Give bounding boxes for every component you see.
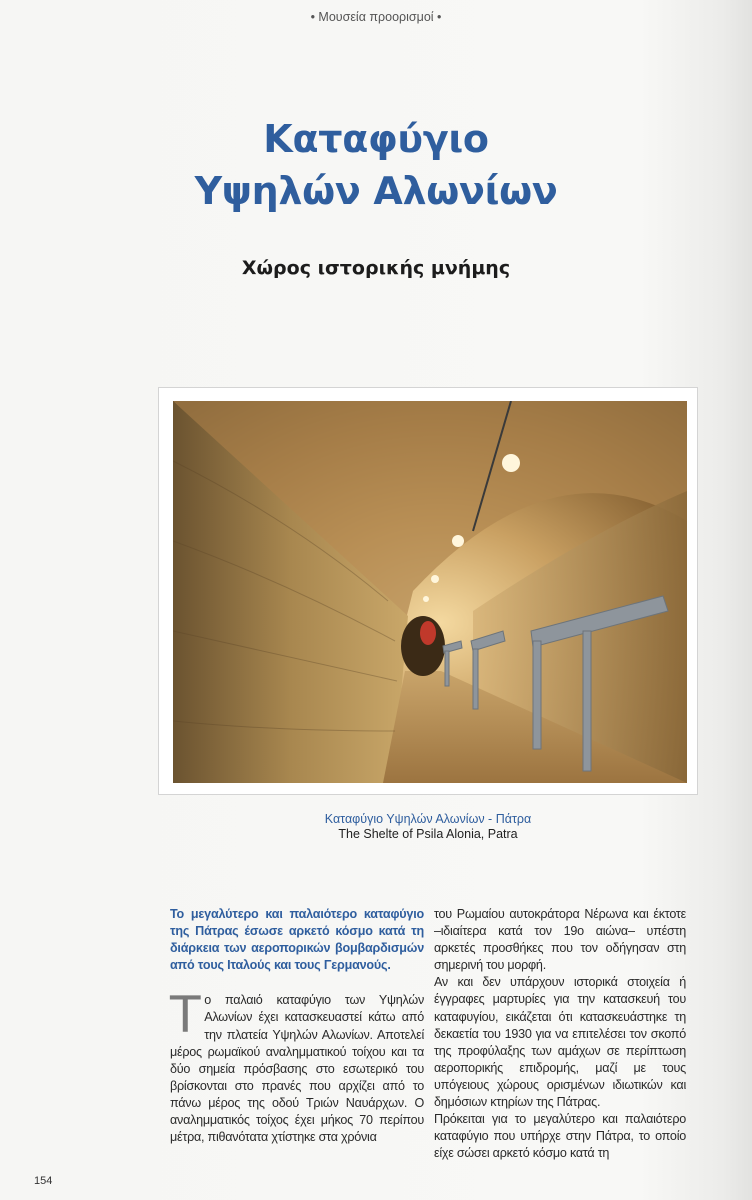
page-subtitle: Χώρος ιστορικής μνήμης [241, 257, 511, 279]
tunnel-photo [173, 401, 687, 783]
article-column-left [170, 906, 424, 1146]
title-line-2: Υψηλών Αλωνίων [194, 169, 558, 213]
article-lead: Το μεγαλύτερο και παλαιότερο καταφύγιο της Πάτρας έσωσε αρκετό κόσμο κατά τη διάρκεια των αεροπορικών βομβαρδισμών από τους Ιταλούς και τους Γερμανούς. [170, 907, 424, 973]
drop-cap: Τ [170, 986, 201, 1045]
article-paragraph-1 [170, 986, 424, 1146]
article-paragraph-2: του Ρωμαίου αυτοκράτορα Νέρωνα και έκτοτε –ιδιαίτερα κατά τον 19ο αιώνα– υπέστη αρκετές προσθήκες που τον οδήγησαν στη σημερινή του μορφή. [434, 907, 686, 973]
article-column-right [434, 906, 686, 1162]
article-paragraph-3: Αν και δεν υπάρχουν ιστορικά στοιχεία ή έγγραφες μαρτυρίες για την κατασκευή του καταφυγίου, εικάζεται ότι κατασκευάστηκε τη δεκαετία του 1930 για να επιτελέσει τον σκοπό της προφύλαξης των αμάχων σε περίπτωση αεροπορικής επιδρομής, μαζί με τους υπόγειους χώρους ορισμένων ιδιωτικών και δημόσιων κτηρίων της Πάτρας. [434, 975, 686, 1110]
section-label: • Μουσεία προορισμοί • [310, 10, 442, 24]
page-title [0, 113, 752, 217]
tunnel-illustration [173, 401, 687, 783]
photo-frame [158, 387, 698, 795]
page-number: 154 [34, 1175, 53, 1187]
article-paragraph-4: Πρόκειται για το μεγαλύτερο και παλαιότερο καταφύγιο που υπήρχε στην Πάτρα, το οποίο είχε σώσει αρκετό κόσμο κατά τη [434, 1112, 686, 1161]
photo-caption-greek: Καταφύγιο Υψηλών Αλωνίων - Πάτρα [324, 812, 532, 826]
paragraph-1-text: ο παλαιό καταφύγιο των Υψηλών Αλωνίων έχει κατασκευαστεί κάτω από την πλατεία Υψηλών Αλωνίων. Αποτελεί μέρος ρωμαϊκού αναλημματικού τοίχου και τα δύο σημεία πρόσβασης στο εσωτερικό του βρίσκονται στο πρανές που αρχίζει από το πάνω μέρος της οδού Τριών Ναυάρχων. Ο αναλημματικός τοίχος έχει μήκος 70 περίπου μέτρα, πιθανότατα χτίστηκε στα χρόνια [170, 993, 424, 1145]
title-line-1: Καταφύγιο [263, 117, 489, 161]
photo-caption-english: The Shelte of Psila Alonia, Patra [338, 827, 518, 841]
